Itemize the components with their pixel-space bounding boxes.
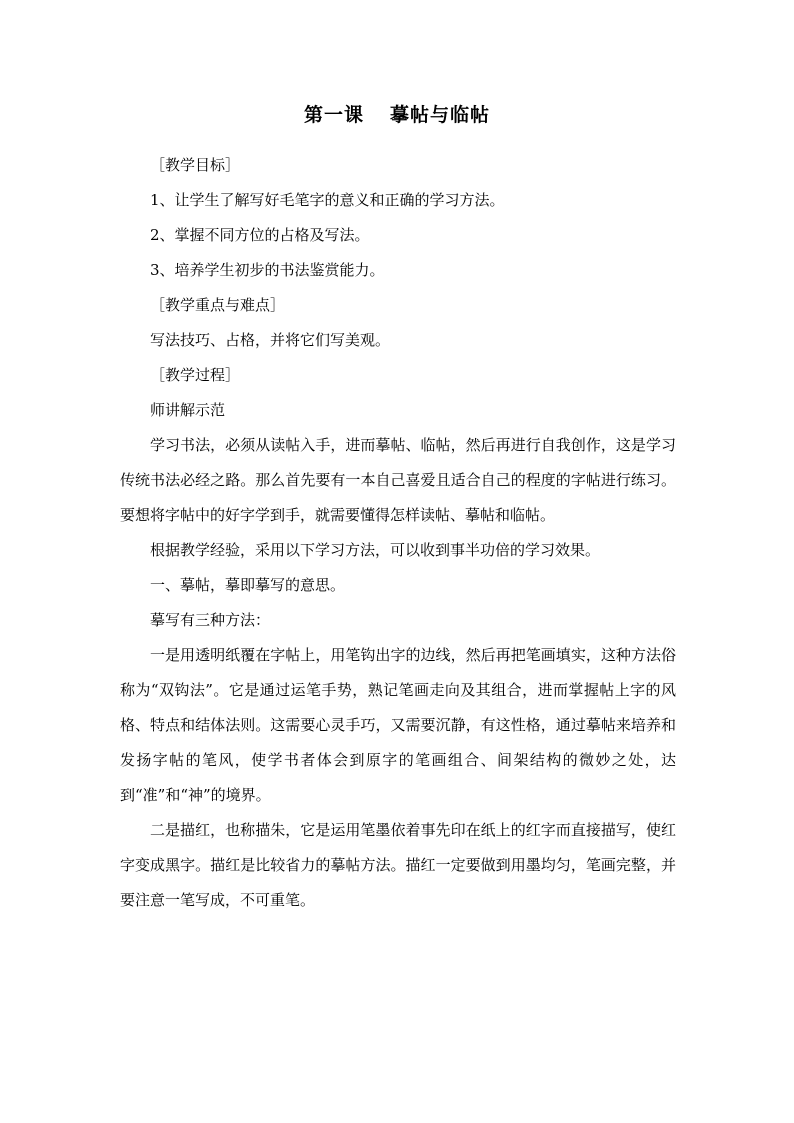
method-intro: 摹写有三种方法：	[150, 611, 271, 629]
body-paragraph: 一是用透明纸覆在字帖上，用笔钩出字的边线，然后再把笔画填实，这种方法俗称为“双钩法”。它是通过运笔手势，熟记笔画走向及其组合，进而掌握帖上字的风格、特点和结体法则。这需要心灵手巧，又需要沉静，有这性格，通过摹帖来培养和发扬字帖的笔风，使学书者体会到原字的笔画组合、间架结构的微妙之处，达到“准”和“神”的境界。	[120, 646, 676, 804]
objective-item-3: 3、培养学生初步的书法鉴赏能力。	[150, 261, 385, 279]
body-paragraph: 根据教学经验，采用以下学习方法，可以收到事半功倍的学习效果。	[150, 541, 601, 559]
section-heading-key-points: ［教学重点与难点］	[150, 296, 286, 314]
body-paragraph: 二是描红，也称描朱，它是运用笔墨依着事先印在纸上的红字而直接描写，使红字变成黑字。描红是比较省力的摹帖方法。描红一定要做到用墨均匀，笔画完整，并要注意一笔写成，不可重笔。	[120, 821, 676, 909]
lesson-title	[0, 100, 794, 130]
lesson-number: 第一课	[303, 104, 364, 126]
process-subheading: 师讲解示范	[150, 401, 226, 419]
document-body	[120, 148, 676, 918]
objective-item-1: 1、让学生了解写好毛笔字的意义和正确的学习方法。	[150, 191, 505, 209]
body-paragraph: 学习书法，必须从读帖入手，进而摹帖、临帖，然后再进行自我创作，这是学习传统书法必经之路。那么首先要有一本自己喜爱且适合自己的程度的字帖进行练习。要想将字帖中的好字学到手，就需要懂得怎样读帖、摹帖和临帖。	[120, 436, 676, 524]
objective-item-2: 2、掌握不同方位的占格及写法。	[150, 226, 370, 244]
method-heading: 一、摹帖，摹即摹写的意思。	[150, 576, 346, 594]
section-heading-process: ［教学过程］	[150, 366, 241, 384]
key-points-text: 写法技巧、占格，并将它们写美观。	[150, 331, 391, 349]
section-heading-objectives: ［教学目标］	[150, 156, 241, 174]
lesson-name: 摹帖与临帖	[390, 104, 491, 126]
